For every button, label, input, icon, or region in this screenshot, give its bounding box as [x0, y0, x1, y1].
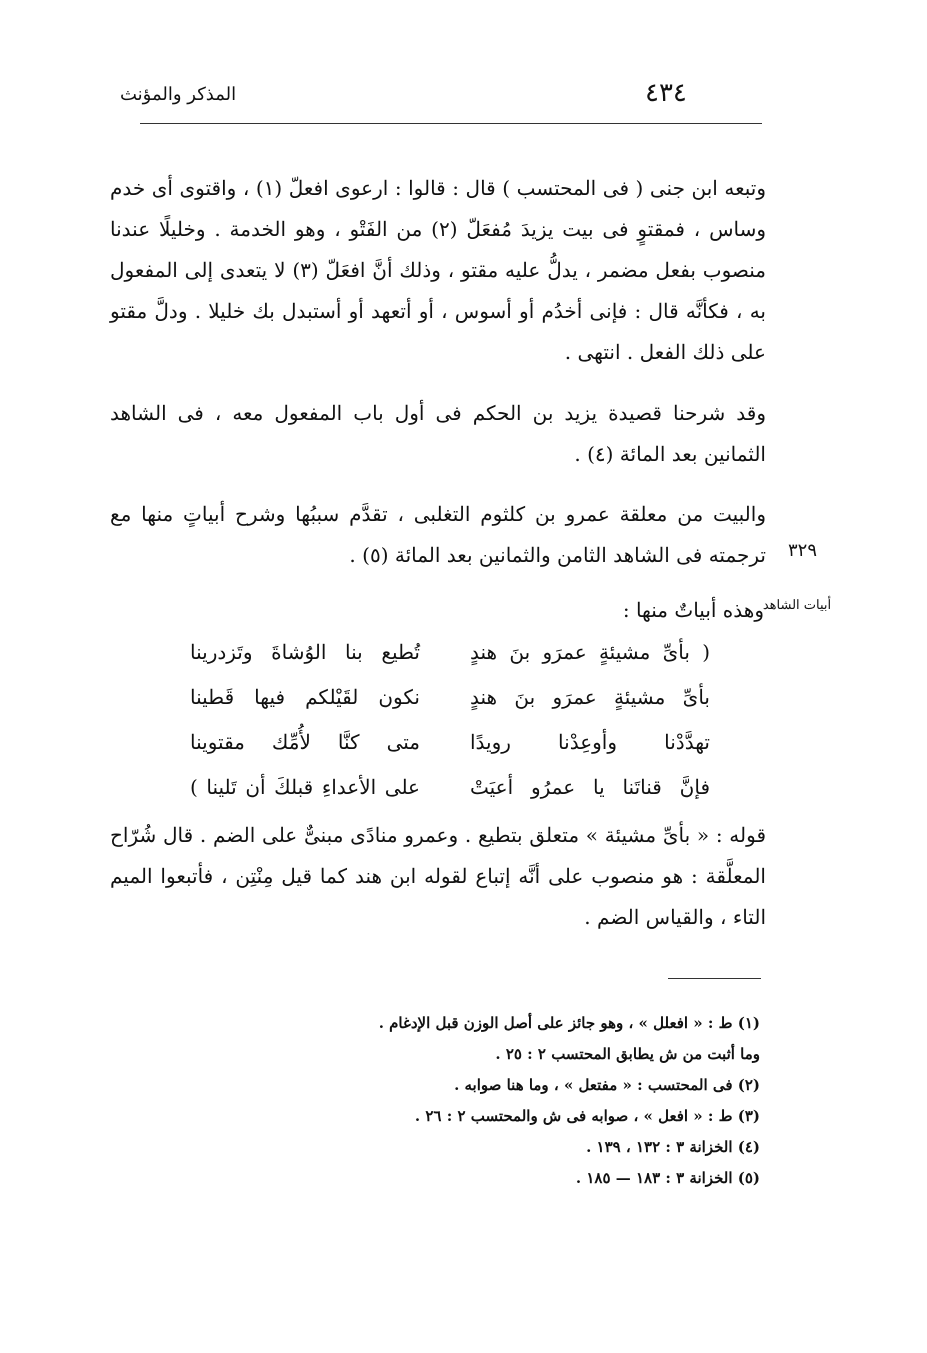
verse-first-hemistich: تهدَّدْنا وأوعِدْنا رويدًا — [470, 730, 710, 754]
running-title: المذكر والمؤنث — [120, 84, 237, 105]
verse-second-hemistich: تُطيع بنا الوُشاةَ وتَزدرينا — [190, 640, 420, 664]
poem-verse — [190, 765, 710, 810]
poem — [190, 630, 710, 810]
marginal-witness-number: ٣٢٩ — [787, 540, 817, 561]
footnote: (٥) الخزانة ٣ : ١٨٣ — ١٨٥ . — [575, 1169, 760, 1187]
footnote: (٣) ط : « افعل » ، صوابه فى ش والمحتسب ٢ : ٢٦ . — [414, 1107, 760, 1125]
marginal-note: أبيات الشاهد — [762, 598, 832, 613]
verse-second-hemistich: نكون لقَيْلكم فيها قَطينا — [190, 685, 420, 709]
paragraph-1: وتبعه ابن جنى ( فى المحتسب ) قال : قالوا : ارعوى افعلّ (١) ، واقتوى أى خدم وساس ، فمقتوٍ فى بيت يزيدَ مُفعَلّ (٢) من الفَتْو ، وهو الخدمة . وخليلًا عندنا منصوب بفعل مضمر ، يدلُّ عليه مقتو ، وذلك أنَّ افعَلّ (٣) لا يتعدى إلى المفعول به ، فكأنَّه قال : فإنى أخدُم أو أسوس ، أو أتعهد أو أستبدل بك خليلا . ودلَّ مقتو على ذلك الفعل . انتهى . — [110, 176, 767, 364]
verse-second-hemistich: متى كنَّا لأُمِّك مقتوينا — [190, 730, 420, 754]
poem-intro: وهذه أبياتٌ منها : — [622, 598, 764, 622]
footnotes — [250, 1008, 760, 1194]
paragraph-4: قوله : « بأىِّ مشيئة » متعلق بتطيع . وعمرو منادًى مبنىٌّ على الضم . قال شُرّاح المعلَّقة : هو منصوب على أنَّه إتباع لقوله ابن هند كما قيل مِنْتِن ، فأتبعوا الميم التاء ، والقياس الضم . — [110, 823, 766, 929]
footnote: (٤) الخزانة ٣ : ١٣٢ ، ١٣٩ . — [586, 1138, 760, 1156]
poem-verse — [190, 720, 710, 765]
footnote-divider — [668, 978, 761, 979]
header-divider — [140, 123, 762, 124]
footnote: (٢) فى المحتسب : « مفتعل » ، وما هنا صوابه . — [454, 1076, 760, 1094]
verse-first-hemistich: بأىِّ مشيئةٍ عمرَو بنَ هندٍ — [470, 685, 710, 709]
paragraph-2: وقد شرحنا قصيدة يزيد بن الحكم فى أول باب المفعول معه ، فى الشاهد الثمانين بعد المائة (٤) . — [110, 401, 766, 466]
footnote: (١) ط : « افعلل » ، وهو جائز على أصل الوزن قبل الإدغام . — [378, 1014, 760, 1032]
verse-second-hemistich: على الأعداءِ قبلكَ أن تَلينا ) — [190, 775, 420, 799]
verse-first-hemistich: فإنَّ قناتَنا يا عمرُو أعيَتْ — [470, 775, 710, 799]
poem-verse — [190, 630, 710, 675]
verse-first-hemistich: ( بأىِّ مشيئةٍ عمرَو بنَ هندٍ — [470, 640, 710, 664]
poem-verse — [190, 675, 710, 720]
page-number: ٤٣٤ — [645, 78, 687, 108]
footnote: وما أثبت من ش يطابق المحتسب ٢ : ٢٥ . — [495, 1045, 760, 1063]
paragraph-3: والبيت من معلقة عمرو بن كلثوم التغلبى ، تقدَّم سببُها وشرح أبياتٍ منها مع ترجمته فى الشاهد الثامن والثمانين بعد المائة (٥) . — [110, 502, 766, 567]
